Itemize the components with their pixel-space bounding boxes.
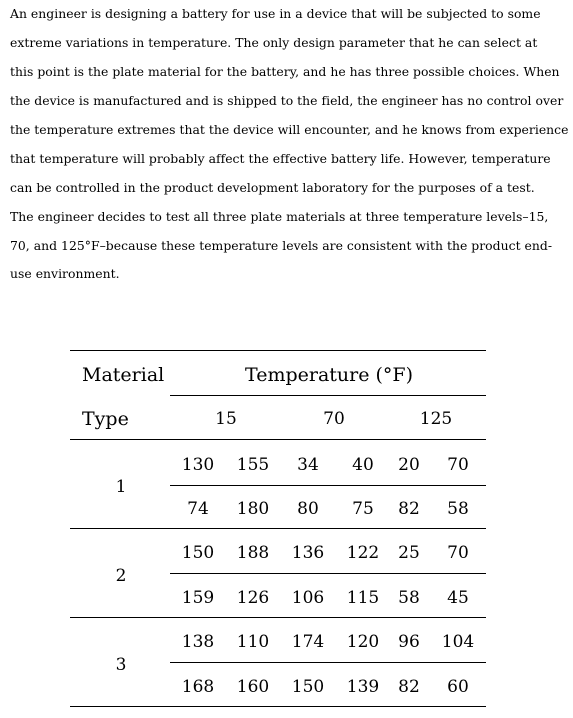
table-cell: 139 xyxy=(346,677,380,697)
temperature-15: 15 xyxy=(215,409,237,429)
battery-life-table xyxy=(70,350,486,710)
table-cell: 115 xyxy=(346,588,380,608)
table-cell: 150 xyxy=(291,677,325,697)
table-cell: 126 xyxy=(236,588,270,608)
problem-line: 70, and 125°F–because these temperature levels are consistent with the product end- xyxy=(10,238,553,253)
group-1-mid-rule xyxy=(170,485,486,486)
header-material: Material xyxy=(82,364,165,386)
table-cell: 40 xyxy=(352,455,374,475)
group-2-bottom-rule xyxy=(70,617,486,618)
table-cell: 20 xyxy=(398,455,420,475)
header-bottom-rule xyxy=(70,439,486,440)
problem-line: the device is manufactured and is shipped to the field, the engineer has no control over xyxy=(10,93,564,108)
table-cell: 74 xyxy=(187,499,209,519)
problem-line: extreme variations in temperature. The only design parameter that he can select at xyxy=(10,35,538,50)
table-cell: 58 xyxy=(447,499,469,519)
table-cell: 159 xyxy=(181,588,215,608)
group-2-mid-rule xyxy=(170,573,486,574)
table-cell: 180 xyxy=(236,499,270,519)
material-type-2: 2 xyxy=(115,566,127,586)
header-type: Type xyxy=(82,408,129,430)
table-cell: 110 xyxy=(236,632,270,652)
table-cell: 130 xyxy=(181,455,215,475)
table-cell: 138 xyxy=(181,632,215,652)
table-bottom-rule xyxy=(70,706,486,707)
problem-line: that temperature will probably affect the effective battery life. However, temperature xyxy=(10,151,551,166)
table-cell: 70 xyxy=(447,543,469,563)
table-cell: 174 xyxy=(291,632,325,652)
table-cell: 188 xyxy=(236,543,270,563)
table-cell: 168 xyxy=(181,677,215,697)
table-cell: 60 xyxy=(447,677,469,697)
temperature-125: 125 xyxy=(419,409,453,429)
table-cell: 120 xyxy=(346,632,380,652)
table-cell: 106 xyxy=(291,588,325,608)
group-1-bottom-rule xyxy=(70,528,486,529)
table-cell: 25 xyxy=(398,543,420,563)
problem-line: this point is the plate material for the battery, and he has three possible choices. When xyxy=(10,64,560,79)
header-temperature: Temperature (°F) xyxy=(245,364,414,386)
problem-line: The engineer decides to test all three plate materials at three temperature levels–15, xyxy=(10,209,549,224)
table-cell: 150 xyxy=(181,543,215,563)
problem-line: can be controlled in the product development laboratory for the purposes of a test. xyxy=(10,180,535,195)
table-cell: 136 xyxy=(291,543,325,563)
table-cell: 75 xyxy=(352,499,374,519)
temperature-header-rule xyxy=(170,395,486,396)
material-type-3: 3 xyxy=(115,655,127,675)
table-cell: 155 xyxy=(236,455,270,475)
temperature-70: 70 xyxy=(323,409,345,429)
table-cell: 82 xyxy=(398,677,420,697)
table-cell: 34 xyxy=(297,455,319,475)
material-type-1: 1 xyxy=(115,477,127,497)
table-cell: 45 xyxy=(447,588,469,608)
table-cell: 160 xyxy=(236,677,270,697)
table-cell: 70 xyxy=(447,455,469,475)
problem-line: the temperature extremes that the device will encounter, and he knows from experience xyxy=(10,122,569,137)
problem-line: use environment. xyxy=(10,266,120,281)
table-cell: 82 xyxy=(398,499,420,519)
table-cell: 96 xyxy=(398,632,420,652)
table-cell: 80 xyxy=(297,499,319,519)
group-3-mid-rule xyxy=(170,662,486,663)
problem-line: An engineer is designing a battery for use in a device that will be subjected to some xyxy=(10,6,541,21)
table-top-rule xyxy=(70,350,486,351)
table-cell: 104 xyxy=(441,632,475,652)
table-cell: 122 xyxy=(346,543,380,563)
table-cell: 58 xyxy=(398,588,420,608)
